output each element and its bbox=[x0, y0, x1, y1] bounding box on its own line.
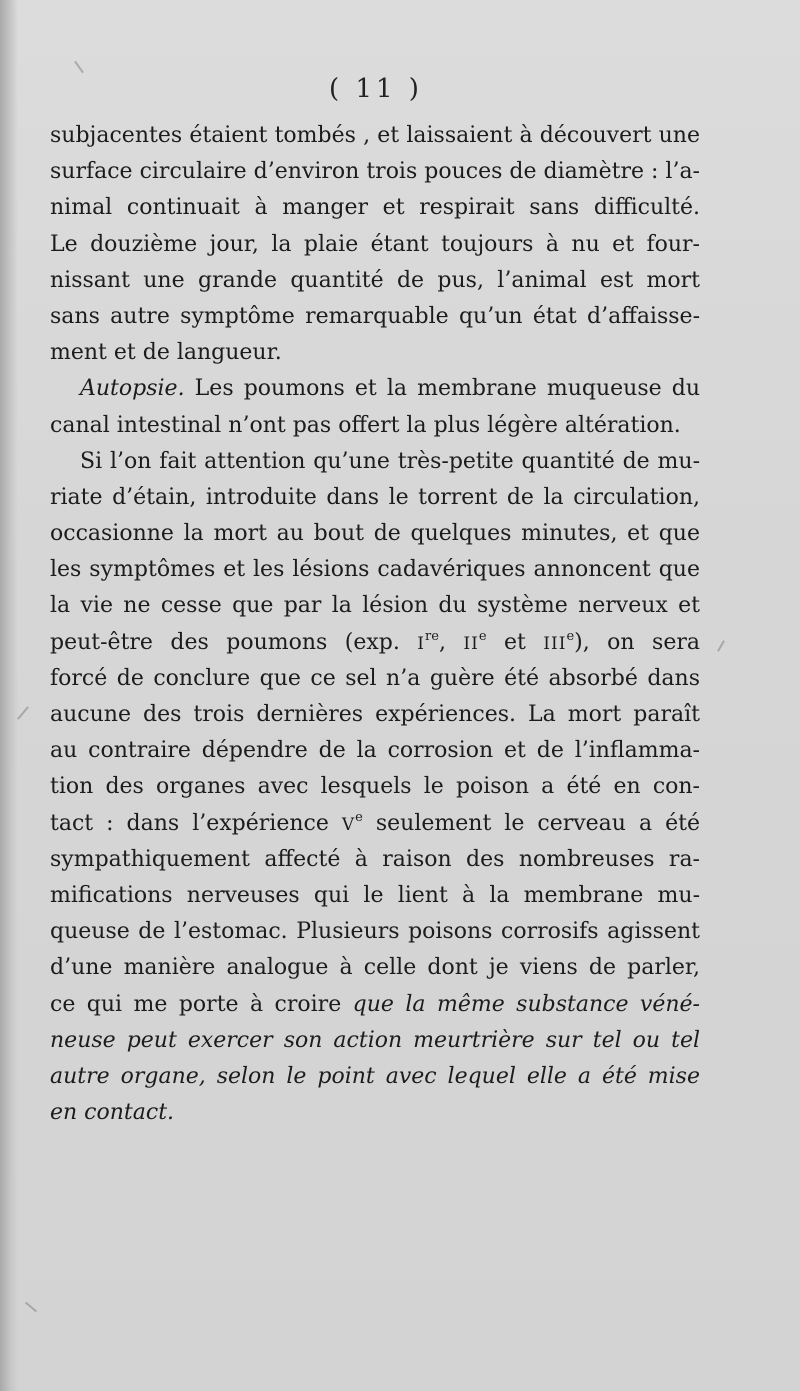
text-span: seulement le cerveau a été bbox=[362, 810, 700, 836]
text-line: tion des organes avec lesquels le poison a été en con- bbox=[50, 774, 700, 800]
body-text bbox=[50, 118, 700, 1131]
page-number: ( 11 ) bbox=[329, 74, 423, 104]
text-span: , bbox=[438, 629, 464, 655]
ordinal-suffix: e bbox=[355, 809, 363, 825]
roman-numeral: II bbox=[463, 633, 479, 654]
roman-numeral: I bbox=[417, 633, 426, 654]
text-line: au contraire dépendre de la corrosion et de l’inflamma- bbox=[50, 738, 700, 764]
text-line: ment et de langueur. bbox=[50, 340, 282, 366]
text-line: canal intestinal n’ont pas offert la plus légère altération. bbox=[50, 412, 681, 438]
ink-speck bbox=[74, 61, 84, 74]
section-label-autopsie: Autopsie. bbox=[80, 376, 185, 402]
text-line: en contact. bbox=[50, 1100, 175, 1126]
text-line bbox=[50, 625, 700, 661]
text-line: forcé de conclure que ce sel n’a guère été absorbé dans bbox=[50, 665, 700, 691]
ink-speck bbox=[25, 1302, 37, 1313]
text-span: ce qui me porte à croire bbox=[50, 991, 353, 1017]
ordinal-suffix: e bbox=[566, 628, 575, 644]
ink-speck bbox=[717, 640, 725, 651]
text-line: riate d’étain, introduite dans le torrent de la circulation, bbox=[50, 484, 700, 510]
text-line: subjacentes étaient tombés , et laissaient à découvert une bbox=[50, 123, 700, 148]
text-span: et bbox=[486, 629, 544, 655]
roman-numeral: III bbox=[543, 633, 567, 654]
text-line: autre organe, selon le point avec lequel elle a été mise bbox=[50, 1063, 700, 1089]
text-line: neuse peut exercer son action meurtrière sur tel ou tel bbox=[50, 1027, 700, 1053]
text-line: nimal continuait à manger et respirait sans difficulté. bbox=[50, 195, 700, 221]
text-line: mifications nerveuses qui le lient à la membrane mu- bbox=[50, 882, 700, 908]
text-line bbox=[50, 806, 700, 842]
text-line: sans autre symptôme remarquable qu’un état d’affaisse- bbox=[50, 303, 700, 329]
text-line bbox=[50, 371, 700, 407]
text-line: aucune des trois dernières expériences. La mort paraît bbox=[50, 702, 700, 727]
text-span: Les poumons et la membrane muqueuse du bbox=[184, 376, 700, 402]
text-span: tact : dans l’expérience bbox=[50, 810, 342, 836]
binding-shadow bbox=[0, 0, 18, 1391]
ink-speck bbox=[17, 706, 29, 720]
roman-numeral: V bbox=[341, 814, 356, 835]
italic-span: que la même substance véné- bbox=[352, 991, 700, 1017]
text-line: les symptômes et les lésions cadavériques annoncent que bbox=[50, 557, 700, 583]
text-span: ), on sera bbox=[574, 629, 700, 655]
ordinal-suffix: e bbox=[478, 628, 487, 644]
text-span: peut-être des poumons (exp. bbox=[50, 629, 418, 655]
text-line: Le douzième jour, la plaie étant toujours à nu et four- bbox=[50, 231, 700, 257]
text-line: d’une manière analogue à celle dont je viens de parler, bbox=[50, 955, 700, 981]
text-line: Si l’on fait attention qu’une très-petite quantité de mu- bbox=[80, 448, 700, 474]
text-line: nissant une grande quantité de pus, l’animal est mort bbox=[50, 267, 700, 293]
text-line: queuse de l’estomac. Plusieurs poisons corrosifs agissent bbox=[50, 919, 700, 945]
text-line: occasionne la mort au bout de quelques minutes, et que bbox=[50, 521, 700, 547]
text-line: sympathiquement affecté à raison des nombreuses ra- bbox=[50, 846, 700, 872]
text-line: surface circulaire d’environ trois pouces de diamètre : l’a- bbox=[50, 159, 700, 185]
ordinal-suffix: re bbox=[425, 628, 439, 644]
text-line: la vie ne cesse que par la lésion du système nerveux et bbox=[50, 593, 700, 619]
text-line bbox=[50, 987, 700, 1023]
